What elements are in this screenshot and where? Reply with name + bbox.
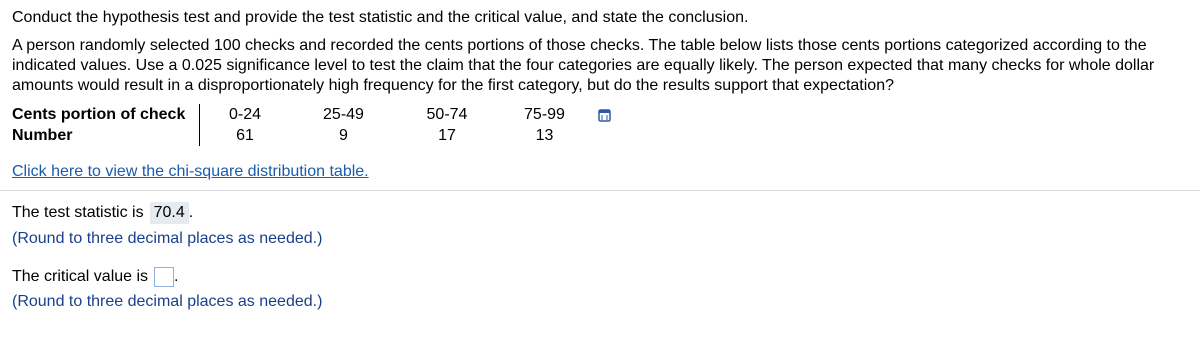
critical-value-label: The critical value is xyxy=(12,268,149,285)
critical-value-hint: (Round to three decimal places as needed.) xyxy=(12,293,323,310)
question-body: A person randomly selected 100 checks and recorded the cents portions of those checks. The table below lists those cents portions categorized according to the indicated values. Use a 0.025 significance level to test the claim that the four categories are equally likely. The person expected that many checks for whole dollar amounts would result in a disproportionately high frequency for the first category, but do the results support that expectation? xyxy=(12,37,1155,94)
table-data-row xyxy=(12,125,592,146)
table-category: 50-74 xyxy=(426,106,468,123)
test-statistic-answer[interactable]: 70.4 xyxy=(150,202,189,224)
table-count: 13 xyxy=(535,127,554,144)
question-instruction: Conduct the hypothesis test and provide the test statistic and the critical value, and state the conclusion. xyxy=(12,9,749,26)
table-count: 61 xyxy=(236,127,254,144)
table-category: 25-49 xyxy=(323,106,364,123)
test-statistic-line xyxy=(12,202,193,224)
table-category: 0-24 xyxy=(228,106,262,123)
table-count: 17 xyxy=(438,127,456,144)
table-category: 75-99 xyxy=(524,106,565,123)
critical-value-input[interactable] xyxy=(154,267,174,287)
table-header-row xyxy=(12,104,592,125)
test-statistic-period: . xyxy=(188,204,194,221)
section-divider xyxy=(0,190,1200,191)
data-table xyxy=(12,104,592,146)
table-header-label: Cents portion of check xyxy=(12,104,200,125)
critical-value-period: . xyxy=(174,268,179,285)
chi-square-table-link[interactable]: Click here to view the chi-square distribution table. xyxy=(12,163,369,180)
critical-value-line xyxy=(12,266,179,288)
copy-table-icon[interactable] xyxy=(598,108,612,122)
table-row-label: Number xyxy=(12,125,200,146)
table-count: 9 xyxy=(339,127,348,144)
test-statistic-label: The test statistic is xyxy=(12,204,144,221)
test-statistic-hint: (Round to three decimal places as needed.) xyxy=(12,230,323,247)
question-text xyxy=(12,8,1192,96)
